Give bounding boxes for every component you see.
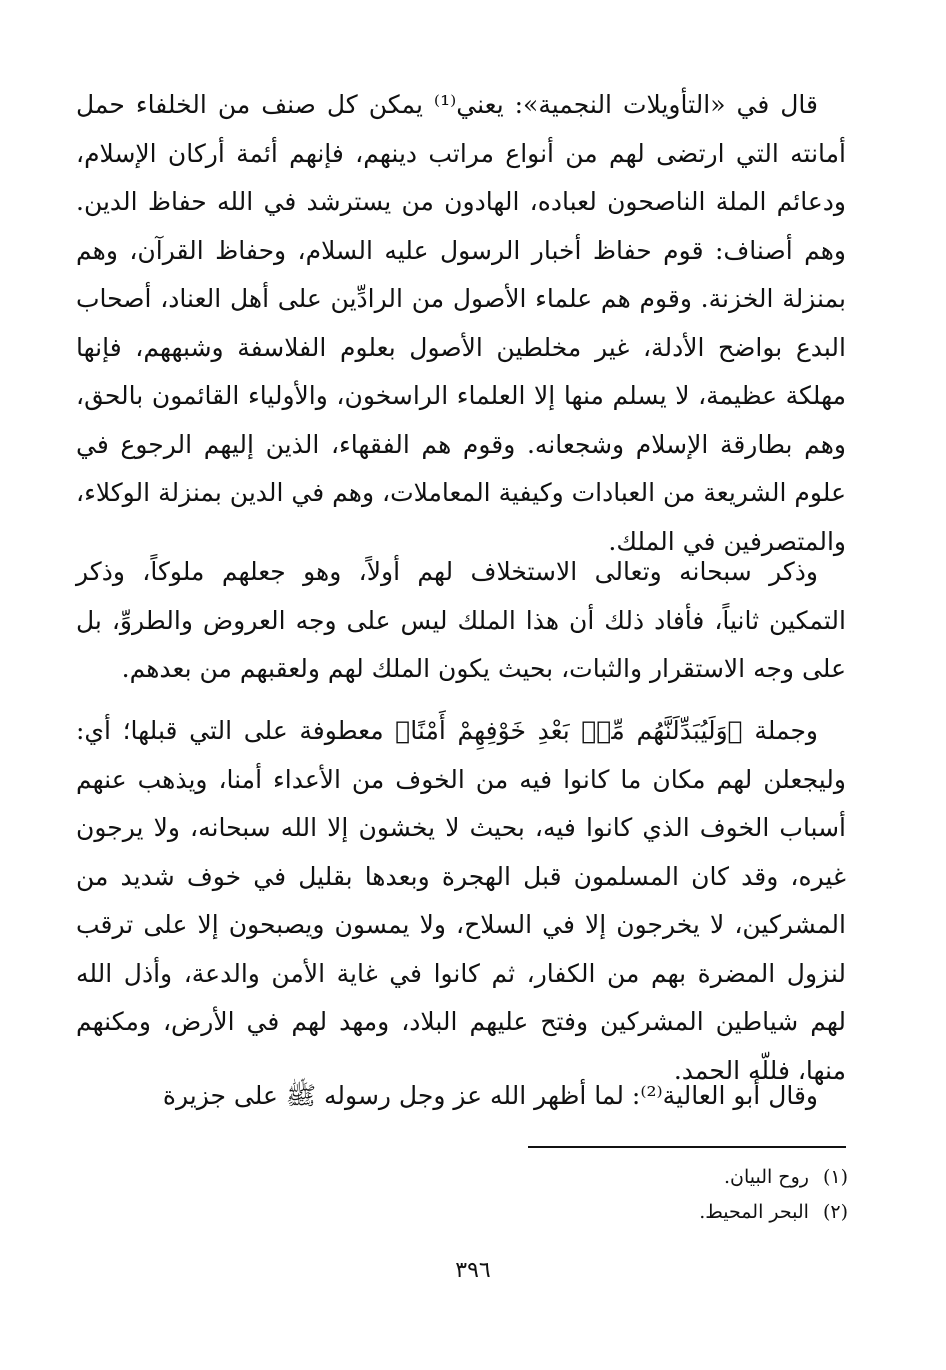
footnote-divider [528, 1146, 846, 1148]
paragraph-istikhlaf: وذكر سبحانه وتعالى الاستخلاف لهم أولاً، وهو جعلهم ملوكاً، وذكر التمكين ثانياً، فأفاد ذلك أن هذا الملك ليس على وجه العروض والطروِّ، بل على وجه الاستقرار والثبات، بحيث يكون الملك لهم ولعقبهم من بعدهم. [76, 557, 846, 683]
paragraph-walayubaddilannahum: وجملة ﴿وَلَيُبَدِّلَنَّهُم مِّنۢ بَعْدِ خَوْفِهِمْ أَمْنًا﴾ معطوفة على التي قبلها؛ أي: وليجعلن لهم مكان ما كانوا فيه من الخوف من الأعداء أمنا، ويذهب عنهم أسباب الخوف الذي كانوا فيه، بحيث لا يخشون إلا الله سبحانه، ولا يرجون غيره، وقد كان المسلمون قبل الهجرة وبعدها بقليل في خوف شديد من المشركين، لا يخرجون إلا في السلاح، ولا يمسون ويصبحون إلا على ترقب لنزول المضرة بهم من الكفار، ثم كانوا في غاية الأمن والدعة، وأذل الله لهم شياطين المشركين وفتح عليهم البلاد، ومهد لهم في الأرض، ومكنهم منها، فللّه الحمد. [76, 716, 846, 1085]
footnote-1 [518, 1160, 848, 1195]
footnote-text: البحر المحيط. [699, 1201, 809, 1223]
footnote-text: روح البيان. [723, 1166, 809, 1188]
footnotes-section [518, 1160, 848, 1230]
main-text-block-1 [76, 81, 846, 566]
footnote-number: (١) [822, 1166, 848, 1188]
main-text-block-4 [76, 1072, 846, 1121]
footnote-number: (٢) [822, 1201, 848, 1223]
footnote-2 [518, 1195, 848, 1230]
main-text-block-2 [76, 548, 846, 694]
main-text-block-3 [76, 707, 846, 1095]
paragraph-tawilat-najmiya: قال في «التأويلات النجمية»: يعني⁽¹⁾ يمكن كل صنف من الخلفاء حمل أمانته التي ارتضى لهم من أنواع مراتب دينهم، فإنهم أئمة أركان الإسلام، ودعائم الملة الناصحون لعباده، الهادون من يسترشد في الله حفاظ الدين. وهم أصناف: قوم حفاظ أخبار الرسول عليه السلام، وحفاظ القرآن، وهم بمنزلة الخزنة. وقوم هم علماء الأصول من الرادِّين على أهل العناد، أصحاب البدع بواضح الأدلة، غير مخلطين الأصول بعلوم الفلاسفة وشبههم، فإنها مهلكة عظيمة، لا يسلم منها إلا العلماء الراسخون، والأولياء القائمون بالحق، وهم بطارقة الإسلام وشجعانه. وقوم هم الفقهاء، الذين إليهم الرجوع في علوم الشريعة من العبادات وكيفية المعاملات، وهم في الدين بمنزلة الوكلاء، والمتصرفين في الملك. [76, 90, 846, 556]
paragraph-abu-al-aliya: وقال أبو العالية⁽²⁾: لما أظهر الله عز وجل رسوله ﷺ على جزيرة [162, 1081, 818, 1110]
page-number: ٣٩٦ [455, 1258, 491, 1283]
